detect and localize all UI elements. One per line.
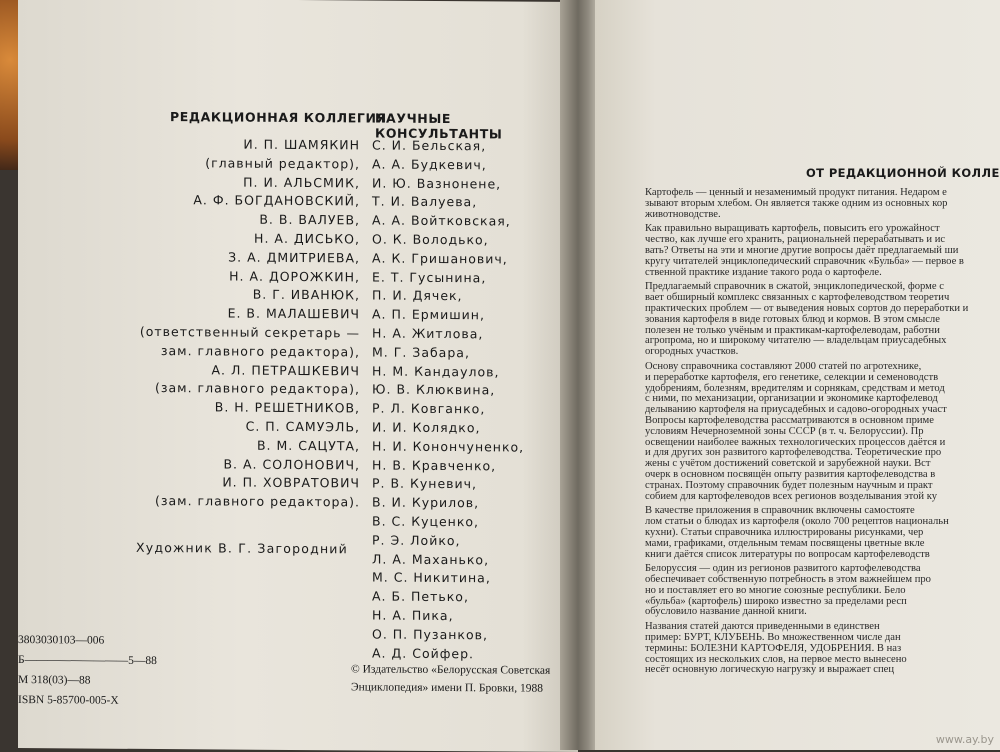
consultants-list (372, 137, 552, 665)
consultant: А. А. Войтковская, (372, 212, 511, 229)
watermark: www.ay.by (935, 733, 994, 746)
copyright-notice (351, 660, 550, 697)
consultant: О. П. Пузанков, (372, 626, 488, 643)
consultant: Е. Т. Гусынина, (372, 269, 487, 285)
consultant: Р. В. Куневич, (372, 475, 477, 492)
editorial-board-header: РЕДАКЦИОННАЯ КОЛЛЕГИЯ (170, 109, 387, 126)
consultant: В. И. Курилов, (372, 494, 480, 511)
consultant: А. П. Ермишин, (372, 306, 485, 323)
board-member: (зам. главного редактора). (154, 493, 360, 510)
board-member: А. Ф. БОГДАНОВСКИЙ, (193, 192, 360, 209)
board-member: З. А. ДМИТРИЕВА, (228, 249, 360, 266)
consultant: М. С. Никитина, (372, 569, 491, 586)
consultant: Р. Э. Лойко, (372, 532, 461, 548)
board-member: Н. А. ДОРОЖКИН, (229, 268, 360, 285)
board-member: И. П. ХОВРАТОВИЧ (222, 474, 360, 491)
consultant: А. К. Гришанович, (372, 250, 508, 267)
consultant: А. Д. Сойфер. (372, 645, 474, 661)
board-member: (ответственный секретарь — (139, 323, 360, 341)
biblio-line: 3803030103—006 (18, 634, 105, 647)
consultant: И. И. Колядко, (372, 419, 481, 436)
paragraph: Основу справочника составляют 2000 статей по агротехнике, и переработке картофеля, его генетике, селекции и семеноводств удобрениям, болезням, вредителям и сорнякам, средствам и метод с ними, по механизации, организации и экономике картофелевод делыванию картофеля на приусадебных и садово-огородных участ Вопросы картофелеводства рассматриваются в основном приме условиям Нечерноземной зоны СССР (в т. ч. Белоруссии). Пр освещении наиболее важных технологических процессов даётся и и для других зон развитого картофелеводства. Теоретические про жены с учётом достижений советской и зарубежной науки. Вст очерк в основном посвящён опыту развития картофелеводства в странах. Поэтому справочник будет полезным научным и практ собием для картофелеводов всех регионов возделывания этой ку (645, 360, 947, 502)
biblio-line: М 318(03)—88 (18, 674, 91, 687)
consultant: Н. М. Кандаулов, (372, 363, 500, 379)
consultant: Л. А. Маханько, (372, 551, 490, 567)
paragraph: Как правильно выращивать картофель, повысить его урожайност чество, как лучше его хранить, рациональней перерабатывать и ис вать? Ответы на эти и многие другие вопросы даёт предлагаемый ши кругу читателей энциклопедический справочник «Бульба» — первое в ственной практике издание такого рода о картофеле. (645, 223, 964, 278)
biblio-line: Б—————————5—88 (18, 654, 157, 668)
consultant: Р. Л. Ковганко, (372, 400, 486, 417)
consultant: Н. А. Пика, (372, 607, 454, 624)
board-member: В. М. САЦУТА, (256, 437, 360, 454)
preface-text (645, 188, 1000, 748)
paragraph: Названия статей даются приведенными в единствен пример: БУРТ, КЛУБЕНЬ. Во множественном числе дан термины: БОЛЕЗНИ КАРТОФЕЛЯ, УДОБРЕНИЯ. В наз состоящих из нескольких слов, на первое место вынесено несёт основную логическую нагрузку и выражает спец (645, 621, 907, 676)
board-member: (главный редактор), (205, 155, 360, 172)
board-member: Н. А. ДИСЬКО, (254, 230, 360, 247)
copyright-line: © Издательство «Белорусская Советская (351, 663, 551, 677)
editorial-board-list (98, 135, 360, 513)
consultant: А. Б. Петько, (372, 588, 469, 605)
paragraph: В качестве приложения в справочник включены самостояте лом статьи о блюдах из картофеля (около 700 рецептов национальн кухни). Статьи справочника иллюстрированы рисунками, чер мами, графиками, отдельным темам посвящены цветные вкле книги даётся список литературы по вопросам картофелеводств (645, 505, 949, 560)
board-member: В. Г. ИВАНЮК, (252, 287, 360, 303)
copyright-line: Энциклопедия» имени П. Бровки, 1988 (351, 681, 543, 695)
consultants-header: НАУЧНЫЕ КОНСУЛЬТАНТЫ (375, 110, 503, 142)
consultant: М. Г. Забара, (372, 344, 470, 360)
consultant: В. С. Куценко, (372, 513, 480, 530)
consultant: Н. А. Житлова, (372, 325, 484, 342)
book-gutter (560, 0, 600, 750)
consultant: Н. В. Кравченко, (372, 457, 497, 473)
paragraph: Белоруссия — один из регионов развитого картофелеводства обеспечивает собственную потребность в этом важнейшем про но и поставляет его во многие союзные республики. Бело «бульба» (картофель) широко известно за пределами респ обусловило название данной книги. (645, 563, 931, 618)
bibliographic-codes (18, 630, 157, 711)
board-member: Е. В. МАЛАШЕВИЧ (227, 305, 360, 322)
board-member: С. П. САМУЭЛЬ, (245, 418, 360, 435)
consultant: Н. И. Конончуненко, (372, 438, 525, 455)
board-member: (зам. главного редактора), (154, 380, 360, 397)
board-member: В. Н. РЕШЕТНИКОВ, (214, 399, 360, 416)
consultant: А. А. Будкевич, (372, 156, 487, 173)
consultant: И. Ю. Вазнонене, (372, 175, 502, 192)
consultant: О. К. Володько, (372, 231, 489, 248)
board-member: зам. главного редактора), (160, 342, 360, 360)
board-member: В. А. СОЛОНОВИЧ, (223, 456, 360, 472)
board-member: В. В. ВАЛУЕВ, (259, 211, 360, 228)
artist-credit: Художник В. Г. Загородний (136, 539, 348, 557)
consultant: Т. И. Валуева, (372, 193, 478, 210)
board-member: П. И. АЛЬСМИК, (243, 174, 360, 191)
consultant: П. И. Дячек, (372, 287, 463, 304)
paragraph: Картофель — ценный и незаменимый продукт питания. Недаром е зывают вторым хлебом. Он является также одним из основных кор животноводстве. (645, 188, 948, 220)
consultant: Ю. В. Клюквина, (372, 381, 496, 398)
preface-title: ОТ РЕДАКЦИОННОЙ КОЛЛЕ (806, 166, 1000, 180)
biblio-line: ISBN 5-85700-005-X (18, 694, 119, 707)
left-page (18, 0, 578, 752)
paragraph: Предлагаемый справочник в сжатой, энциклопедической, форме с вает обширный комплекс связанных с картофелеводством теоретич практических проблем — от выведения новых сортов до переработки и зования картофеля в виде готовых блюд и кормов. В этом смысле полезен не только учёным и практикам-картофелеводам, работни агропрома, но и широкому читателю — владельцам приусадебных огородных участков. (645, 281, 969, 358)
consultant: С. И. Бельская, (372, 137, 487, 154)
board-member: И. П. ШАМЯКИН (243, 136, 360, 153)
board-member: А. Л. ПЕТРАШКЕВИЧ (211, 361, 360, 378)
